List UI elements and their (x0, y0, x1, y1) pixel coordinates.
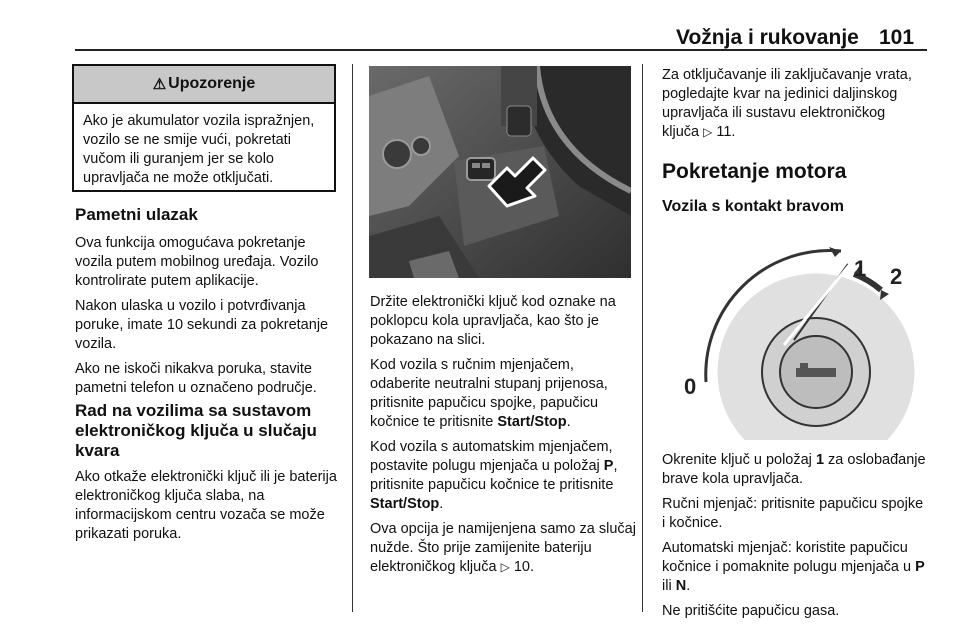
warning-box (72, 64, 336, 192)
text-run: Okrenite ključ u položaj (662, 452, 816, 468)
gear-n-label: N (675, 578, 687, 594)
header-divider (75, 49, 927, 51)
steering-column-illustration (369, 66, 631, 278)
paragraph: Držite elektronički ključ kod oznake na poklopcu kola upravljača, kao što je pokazano na slici. (370, 294, 616, 348)
steering-column-photo (369, 66, 631, 278)
page-reference: 10. (513, 559, 535, 575)
text-run: za oslobađanje brave kola upravljača. (662, 452, 926, 487)
warning-title: Upozorenje (168, 75, 256, 92)
page-reference-icon: ▷ (500, 560, 510, 574)
text-run: Kod vozila s automatskim mjenjačem, postavite polugu mjenjača u položaj (370, 439, 613, 474)
warning-header (74, 66, 334, 104)
smart-entry-text (75, 234, 343, 398)
text-run: ili (662, 578, 676, 594)
position-label-2: 2 (890, 264, 903, 289)
paragraph: Ne pritišćite papučicu gasa. (662, 603, 840, 619)
paragraph (662, 451, 928, 489)
heading-engine-start: Pokretanje motora (662, 160, 847, 183)
text-run: . (439, 496, 444, 512)
col3-intro-text (662, 66, 926, 142)
position-label-0: 0 (684, 374, 697, 399)
ignition-lock-figure (676, 224, 928, 440)
page-number: 101 (879, 26, 915, 49)
position-label-1: 1 (854, 256, 867, 281)
key-fault-text (75, 468, 343, 544)
running-header-title: Vožnja i rukovanje (676, 26, 859, 49)
paragraph (370, 438, 636, 514)
heading-ignition-lock: Vozila s kontakt bravom (662, 198, 844, 215)
paragraph: Ručni mjenjač: pritisnite papučicu spojke i kočnice. (662, 496, 924, 531)
gear-p-label: P (603, 458, 614, 474)
paragraph (662, 66, 926, 142)
text-run: . (566, 414, 571, 430)
paragraph (370, 356, 636, 432)
paragraph (370, 520, 636, 577)
text-run: , pritisnite papučicu kočnice te pritisnite (370, 458, 618, 493)
position-1-label: 1 (815, 452, 825, 468)
page-reference: 11. (716, 124, 736, 140)
text-run: Automatski mjenjač: koristite papučicu kočnice i pomaknite polugu mjenjača u (662, 540, 916, 575)
paragraph: Ova funkcija omogućava pokretanje vozila putem mobilnog uređaja. Vozilo kontrolirate putem aplikacije. (75, 235, 319, 289)
paragraph: Ako ne iskoči nikakva poruka, stavite pametni telefon u označeno područje. (75, 361, 317, 396)
column-divider-1 (352, 64, 353, 612)
warning-text: Ako je akumulator vozila ispražnjen, vozilo se ne smije vući, pokretati vučom ili guranjem jer se kolo upravljača ne može otključati. (83, 113, 315, 186)
column-divider-2 (642, 64, 643, 612)
text-run: Za otključavanje ili zaključavanje vrata, pogledajte kvar na jedinici daljinskog upravljača ili sustavu elektroničkog ključa (662, 67, 912, 140)
text-run: Kod vozila s ručnim mjenjačem, odaberite neutralni stupanj prijenosa, pritisnite papučicu spojke, papučicu kočnice te pritisnite (370, 357, 608, 430)
paragraph: Ako otkaže elektronički ključ ili je baterija elektroničkog ključa slaba, na informacijskom centru vozača se može prikazati poruka. (75, 469, 337, 542)
paragraph (662, 539, 928, 596)
gear-p-label: P (915, 559, 925, 575)
start-stop-label: Start/Stop (497, 414, 567, 430)
start-stop-label: Start/Stop (370, 496, 440, 512)
text-run: . (686, 578, 691, 594)
text-run: Ova opcija je namijenjena samo za slučaj nužde. Što prije zamijenite bateriju elektroničkog ključa (370, 521, 636, 575)
page-reference-icon: ▷ (703, 125, 713, 139)
paragraph: Nakon ulaska u vozilo i potvrđivanja poruke, imate 10 sekundi za pokretanje vozila. (75, 298, 329, 352)
heading-smart-entry: Pametni ulazak (75, 205, 198, 224)
heading-electronic-key-fault: Rad na vozilima sa sustavom elektroničkog ključa u slučaju kvara (75, 401, 317, 460)
warning-triangle-icon: ⚠ (152, 76, 167, 93)
col2-text (370, 293, 636, 577)
col3-text (662, 451, 928, 621)
